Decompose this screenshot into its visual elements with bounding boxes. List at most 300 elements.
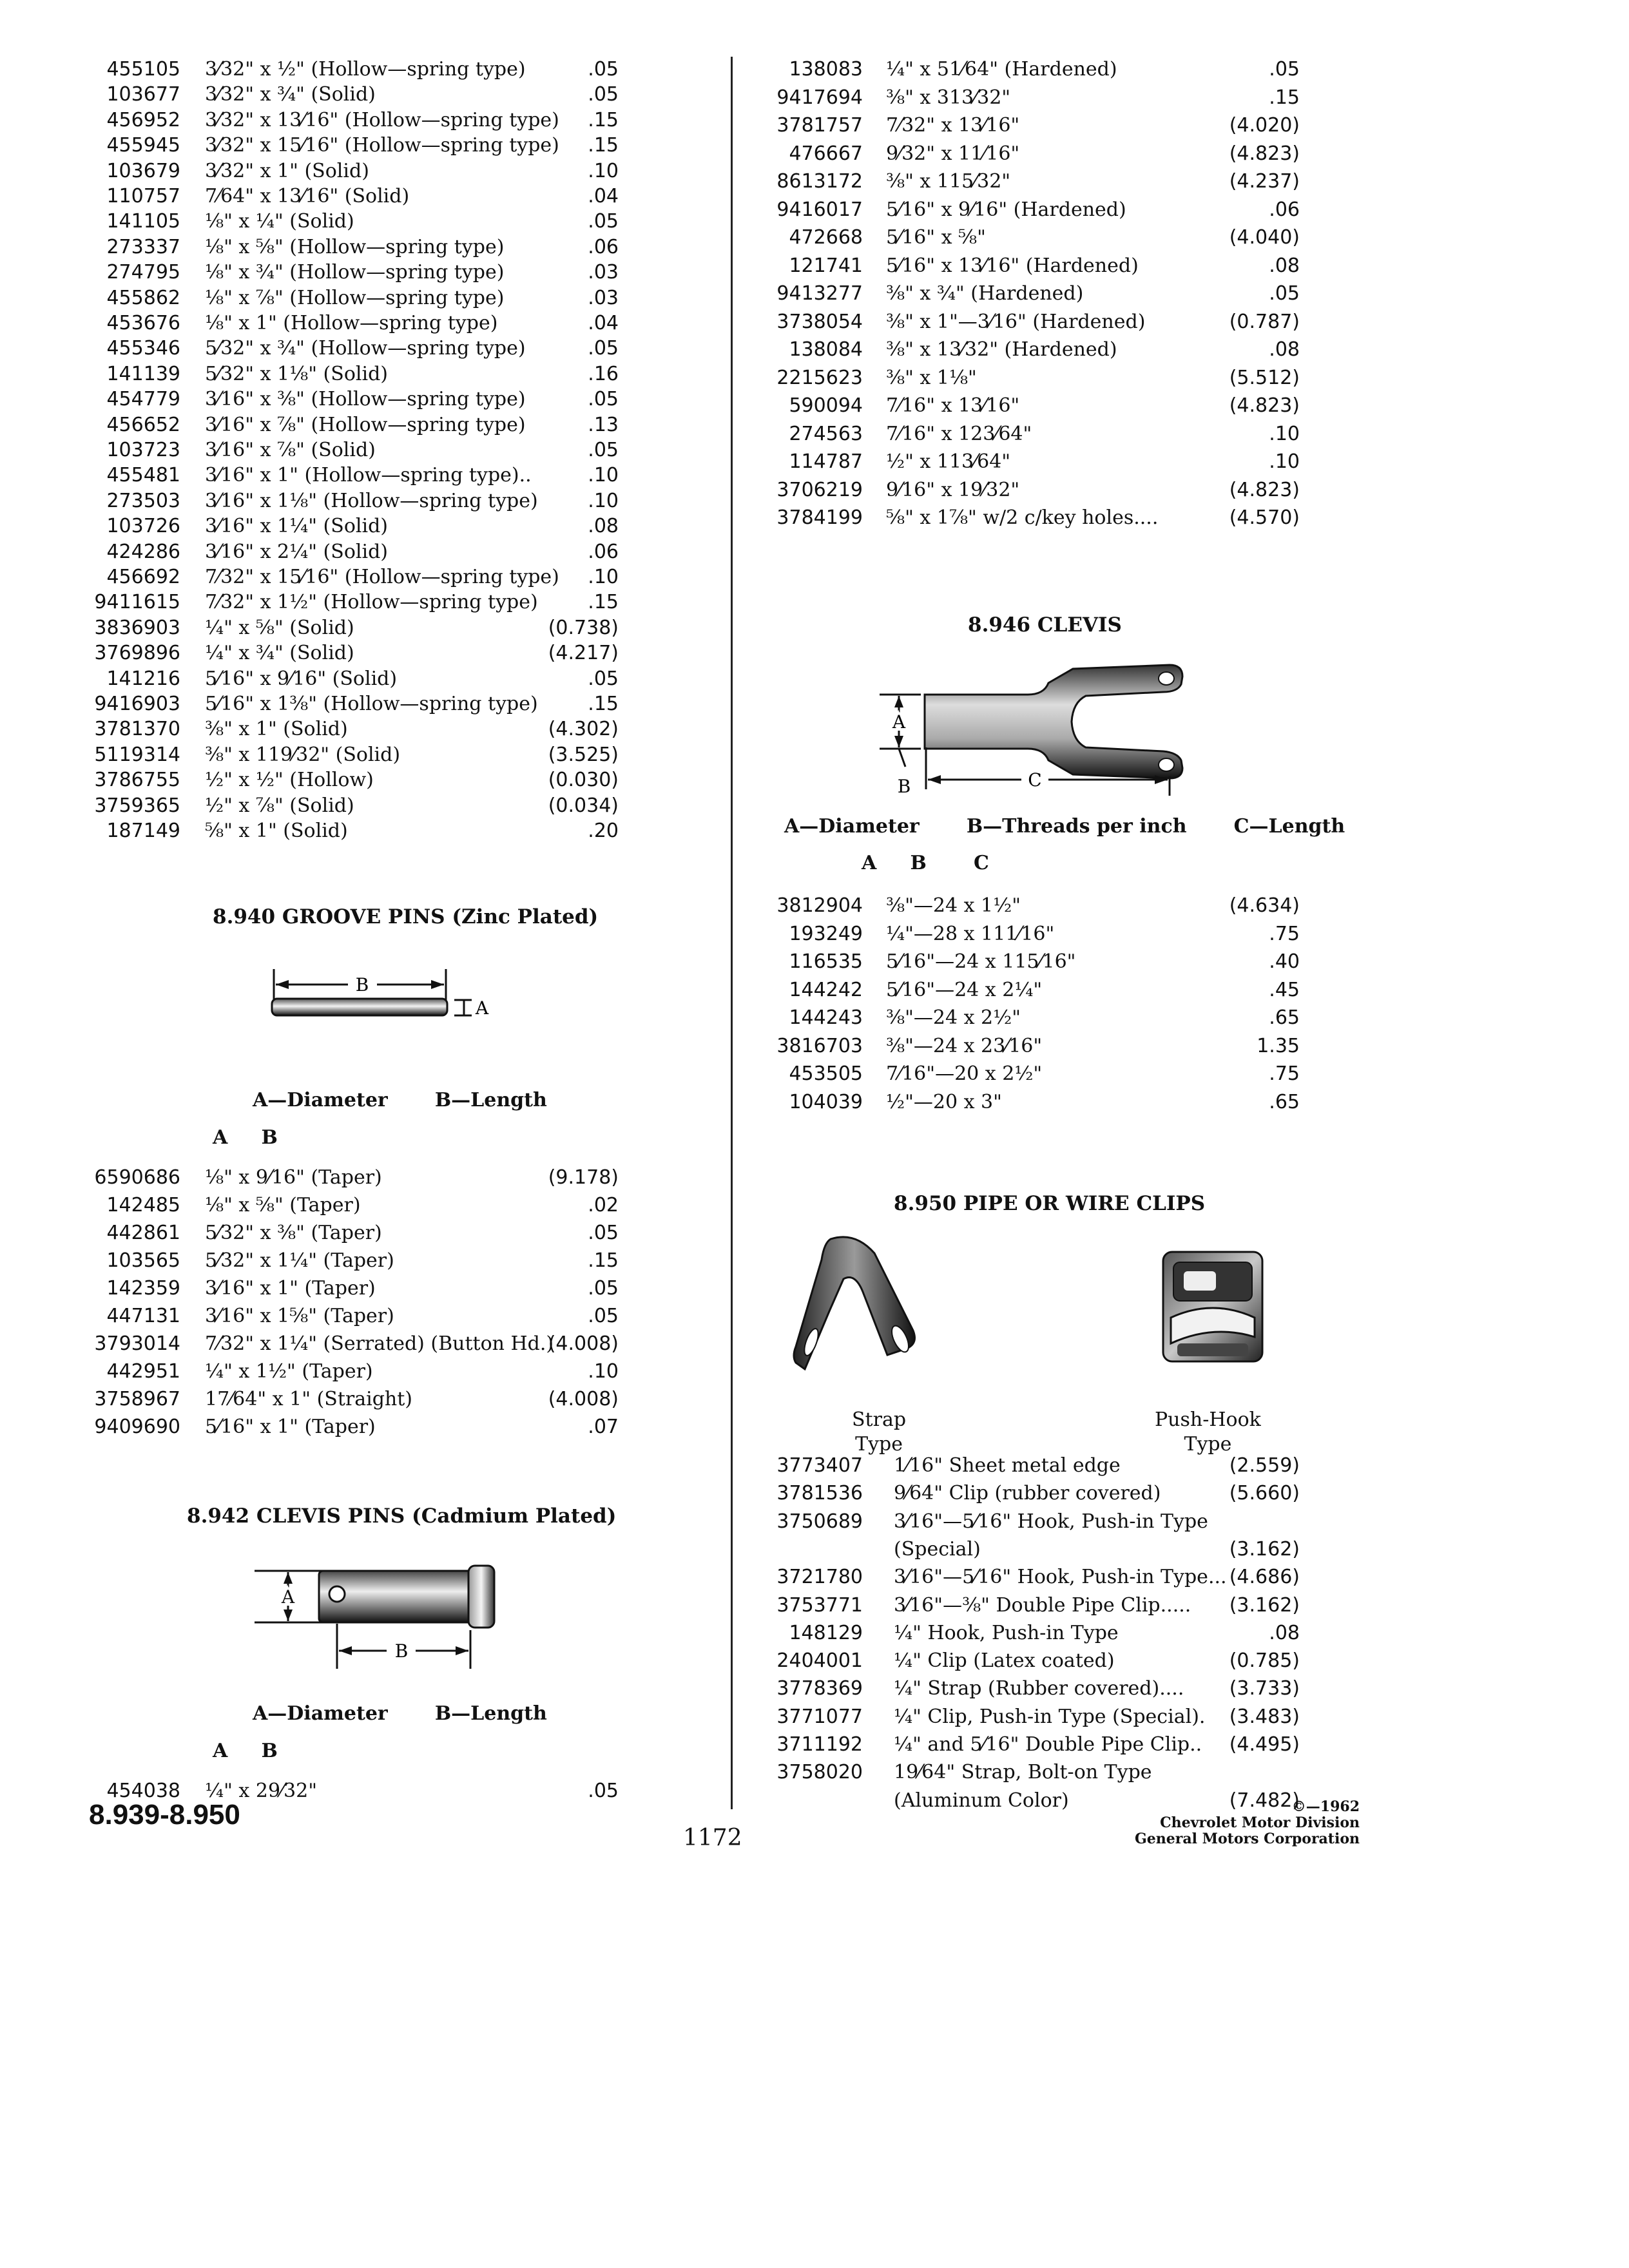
part-description: (Aluminum Color) xyxy=(894,1789,1069,1812)
part-price: .05 xyxy=(588,667,619,690)
part-description: 7⁄16" x 13⁄16" xyxy=(886,394,1020,417)
part-number: 5119314 xyxy=(94,743,180,766)
page-number: 1172 xyxy=(683,1825,742,1851)
parts-row xyxy=(90,133,619,159)
clip-row xyxy=(752,1648,1300,1674)
part-number: 590094 xyxy=(789,394,863,417)
part-description: 5⁄16" x ⅝" xyxy=(886,226,986,249)
groove-dim-a: A xyxy=(475,997,489,1019)
part-description: 9⁄64" Clip (rubber covered) xyxy=(894,1482,1161,1505)
parts-row xyxy=(752,85,1300,111)
part-price: (3.483) xyxy=(1229,1705,1300,1728)
parts-row xyxy=(90,488,619,514)
part-price: .75 xyxy=(1269,922,1300,945)
part-price: (3.162) xyxy=(1229,1537,1300,1561)
part-price: .05 xyxy=(588,1222,619,1244)
groove-pins-ab: A B xyxy=(213,1126,278,1149)
parts-row xyxy=(90,818,619,844)
part-number: 442861 xyxy=(106,1222,180,1244)
part-number: 3706219 xyxy=(776,478,863,501)
part-price: .40 xyxy=(1269,950,1300,973)
clevis-row xyxy=(752,921,1300,947)
groove-pin-row xyxy=(90,1276,619,1302)
clevis-pins-labels: A—Diameter B—Length xyxy=(253,1702,547,1725)
groove-pin-row xyxy=(90,1193,619,1218)
part-price: (0.787) xyxy=(1229,310,1300,333)
part-description: 9⁄16" x 19⁄32" xyxy=(886,478,1020,501)
part-number: 103723 xyxy=(106,439,180,461)
part-description: 7⁄32" x 15⁄16" (Hollow—spring type) xyxy=(205,566,559,588)
part-price: (3.162) xyxy=(1229,1593,1300,1617)
part-description: 9⁄32" x 11⁄16" xyxy=(886,142,1020,165)
clevis-row xyxy=(752,1005,1300,1031)
parts-row xyxy=(90,159,619,184)
push-hook-type-caption: Push-Hook Type xyxy=(1155,1408,1261,1456)
part-description: ⅝" x 1" (Solid) xyxy=(205,820,348,842)
part-description: 5⁄32" x ¾" (Hollow—spring type) xyxy=(205,337,526,360)
clip-row xyxy=(752,1509,1300,1535)
parts-row xyxy=(90,539,619,565)
part-price: (4.570) xyxy=(1229,506,1300,529)
part-number: 456952 xyxy=(106,108,180,131)
part-number: 138084 xyxy=(789,338,863,361)
clip-row xyxy=(752,1453,1300,1479)
groove-pin-row xyxy=(90,1387,619,1412)
part-description: ⅛" x ¼" (Solid) xyxy=(205,210,354,233)
part-description: ¼" Hook, Push-in Type xyxy=(894,1621,1119,1644)
part-description: 3⁄32" x 15⁄16" (Hollow—spring type) xyxy=(205,134,559,157)
part-description: 5⁄32" x 1⅛" (Solid) xyxy=(205,362,388,385)
part-description: 5⁄16" x 1" (Taper) xyxy=(205,1416,376,1438)
parts-row xyxy=(752,337,1300,363)
clevis-dim-c: C xyxy=(1028,769,1042,791)
groove-pins-title: 8.940 GROOVE PINS (Zinc Plated) xyxy=(213,905,599,928)
part-price: .08 xyxy=(1269,1621,1300,1644)
part-price: (4.008) xyxy=(548,1332,619,1355)
part-description: 7⁄32" x 1¼" (Serrated) (Button Hd.) xyxy=(205,1332,554,1355)
parts-row xyxy=(90,716,619,742)
part-price: (4.634) xyxy=(1229,894,1300,917)
part-price: (4.823) xyxy=(1229,142,1300,165)
strap-clip-image xyxy=(791,1234,920,1376)
clevis-pins-title: 8.942 CLEVIS PINS (Cadmium Plated) xyxy=(187,1504,617,1528)
part-number: 273503 xyxy=(106,489,180,512)
part-price: .15 xyxy=(588,1249,619,1272)
part-description: ⅝" x 1⅞" w/2 c/key holes.... xyxy=(886,506,1159,529)
part-price: (4.217) xyxy=(548,642,619,665)
part-price: .10 xyxy=(588,566,619,588)
part-price: (0.738) xyxy=(548,616,619,639)
parts-row xyxy=(90,209,619,235)
part-number: 8613172 xyxy=(776,170,863,193)
parts-row xyxy=(90,412,619,438)
parts-row xyxy=(752,141,1300,167)
part-number: 121741 xyxy=(789,254,863,277)
part-number: 6590686 xyxy=(94,1166,180,1189)
part-number: 116535 xyxy=(789,950,863,973)
groove-pin-row xyxy=(90,1414,619,1440)
part-description: 5⁄16" x 9⁄16" (Solid) xyxy=(205,667,398,690)
parts-row xyxy=(752,449,1300,475)
part-number: 187149 xyxy=(106,820,180,842)
part-description: ⅜" x 119⁄32" (Solid) xyxy=(205,743,401,766)
part-number: 274795 xyxy=(106,261,180,284)
parts-row xyxy=(90,615,619,641)
part-number: 3781370 xyxy=(94,718,180,741)
part-price: .15 xyxy=(1269,86,1300,109)
parts-row xyxy=(90,463,619,488)
part-description: ⅜" x 1" (Solid) xyxy=(205,718,348,741)
part-description: ⅛" x ¾" (Hollow—spring type) xyxy=(205,261,505,284)
part-number: 274563 xyxy=(789,422,863,445)
part-description: ¼"—28 x 111⁄16" xyxy=(886,922,1055,945)
part-description: 5⁄16" x 13⁄16" (Hardened) xyxy=(886,254,1139,277)
part-price: 1.35 xyxy=(1257,1034,1300,1057)
part-price: .04 xyxy=(588,185,619,207)
parts-row xyxy=(90,57,619,82)
clip-row xyxy=(752,1760,1300,1785)
clevis-labels: A—Diameter B—Threads per inch C—Length xyxy=(784,815,1345,838)
clevis-row xyxy=(752,1033,1300,1059)
part-number: 3711192 xyxy=(776,1733,863,1756)
part-price: .08 xyxy=(588,515,619,538)
clevis-row xyxy=(752,1090,1300,1115)
part-number: 3773407 xyxy=(776,1454,863,1477)
part-description: ¼" x 1½" (Taper) xyxy=(205,1360,373,1383)
part-price: (4.020) xyxy=(1229,114,1300,137)
part-number: 3778369 xyxy=(776,1677,863,1700)
part-description: ¼" and 5⁄16" Double Pipe Clip.. xyxy=(894,1733,1202,1756)
part-number: 103679 xyxy=(106,159,180,182)
part-number: 3781757 xyxy=(776,114,863,137)
part-number: 103565 xyxy=(106,1249,180,1272)
part-description: 3⁄16"—5⁄16" Hook, Push-in Type xyxy=(894,1510,1208,1533)
parts-row xyxy=(752,393,1300,419)
part-price: .02 xyxy=(588,1194,619,1216)
part-description: 7⁄16"—20 x 2½" xyxy=(886,1062,1043,1085)
part-description: 7⁄16" x 123⁄64" xyxy=(886,422,1032,445)
part-price: .16 xyxy=(588,362,619,385)
part-price: .06 xyxy=(1269,198,1300,221)
part-description: ⅜" x 115⁄32" xyxy=(886,170,1011,193)
strap-type-caption: Strap Type xyxy=(852,1408,907,1456)
part-price: (3.525) xyxy=(548,743,619,766)
clevis-dim-a: A xyxy=(892,711,906,733)
part-number: 3781536 xyxy=(776,1482,863,1505)
part-number: 3758967 xyxy=(94,1388,180,1410)
part-description: ⅜"—24 x 1½" xyxy=(886,894,1021,917)
part-description: ⅜" x 1⅛" xyxy=(886,366,977,389)
part-description: 3⁄32" x ½" (Hollow—spring type) xyxy=(205,58,526,81)
part-price: (4.008) xyxy=(548,1388,619,1410)
part-price: .07 xyxy=(588,1416,619,1438)
part-price: .08 xyxy=(1269,338,1300,361)
part-price: .05 xyxy=(588,1305,619,1327)
part-number: 476667 xyxy=(789,142,863,165)
part-price: (0.030) xyxy=(548,769,619,792)
part-description: ¼" x ⅝" (Solid) xyxy=(205,616,354,639)
part-price: (9.178) xyxy=(548,1166,619,1189)
clip-row xyxy=(752,1704,1300,1730)
groove-dim-b: B xyxy=(355,974,369,995)
part-description: 5⁄16"—24 x 2¼" xyxy=(886,978,1043,1001)
part-number: 9417694 xyxy=(776,86,863,109)
part-number: 273337 xyxy=(106,235,180,258)
part-price: .05 xyxy=(1269,58,1300,81)
division: Chevrolet Motor Division xyxy=(1160,1814,1360,1831)
groove-pin-row xyxy=(90,1220,619,1246)
part-description: 3⁄16" x 1⅝" (Taper) xyxy=(205,1305,394,1327)
part-number: 110757 xyxy=(106,185,180,207)
part-price: (7.482) xyxy=(1229,1789,1300,1812)
parts-row xyxy=(90,767,619,793)
parts-row xyxy=(90,437,619,463)
part-number: 141105 xyxy=(106,210,180,233)
part-price: (5.660) xyxy=(1229,1482,1300,1505)
part-price: .10 xyxy=(588,159,619,182)
part-number: 455105 xyxy=(106,58,180,81)
parts-row xyxy=(752,253,1300,279)
part-number: 9411615 xyxy=(94,591,180,614)
part-number: 193249 xyxy=(789,922,863,945)
part-number: 3812904 xyxy=(776,894,863,917)
parts-row xyxy=(752,505,1300,531)
clevis-row xyxy=(752,1061,1300,1087)
part-number: 148129 xyxy=(789,1621,863,1644)
clevis-abc: A B C xyxy=(862,852,989,874)
part-description: ⅛" x 9⁄16" (Taper) xyxy=(205,1166,382,1189)
part-description: 1⁄16" Sheet metal edge xyxy=(894,1454,1121,1477)
part-description: ¼" x ¾" (Solid) xyxy=(205,642,354,665)
part-description: 3⁄16" x 2¼" (Solid) xyxy=(205,540,388,563)
part-price: .75 xyxy=(1269,1062,1300,1085)
part-description: 7⁄64" x 13⁄16" (Solid) xyxy=(205,185,410,207)
publisher-credit xyxy=(1135,1799,1360,1847)
clips-title: 8.950 PIPE OR WIRE CLIPS xyxy=(894,1192,1206,1215)
part-description: 3⁄16"—5⁄16" Hook, Push-in Type... xyxy=(894,1566,1227,1589)
part-description: 3⁄32" x 1" (Solid) xyxy=(205,159,369,182)
part-number: 3786755 xyxy=(94,769,180,792)
part-description: 3⁄16"—⅜" Double Pipe Clip..... xyxy=(894,1593,1191,1617)
parts-row xyxy=(90,260,619,285)
part-number: 456652 xyxy=(106,413,180,436)
part-price: (4.686) xyxy=(1229,1566,1300,1589)
part-price: .05 xyxy=(588,337,619,360)
part-description: 3⁄16" x ⅞" (Hollow—spring type) xyxy=(205,413,526,436)
part-description: ¼" Clip (Latex coated) xyxy=(894,1649,1115,1673)
parts-row xyxy=(90,235,619,260)
part-number: 2215623 xyxy=(776,366,863,389)
part-price: .05 xyxy=(588,1277,619,1300)
clevis-row xyxy=(752,977,1300,1003)
part-price: .15 xyxy=(588,108,619,131)
parts-row xyxy=(90,793,619,819)
part-price: (0.034) xyxy=(548,794,619,817)
part-number: 3759365 xyxy=(94,794,180,817)
part-number: 9416903 xyxy=(94,693,180,715)
clip-row xyxy=(752,1537,1300,1562)
part-description: ⅛" x ⅝" (Hollow—spring type) xyxy=(205,235,505,258)
part-description: 17⁄64" x 1" (Straight) xyxy=(205,1388,412,1410)
part-number: 141139 xyxy=(106,362,180,385)
parts-row xyxy=(90,108,619,133)
groove-pin-row xyxy=(90,1248,619,1274)
part-price: (4.302) xyxy=(548,718,619,741)
part-price: .10 xyxy=(588,464,619,487)
groove-pin-row xyxy=(90,1331,619,1357)
part-price: .06 xyxy=(588,235,619,258)
left-column xyxy=(0,0,731,2268)
part-description: ⅜" x ¾" (Hardened) xyxy=(886,282,1084,305)
part-description: ¼" Clip, Push-in Type (Special). xyxy=(894,1705,1206,1728)
parts-row xyxy=(90,691,619,717)
part-number: 9409690 xyxy=(94,1416,180,1438)
part-number: 3758020 xyxy=(776,1761,863,1784)
part-description: ½" x 113⁄64" xyxy=(886,450,1011,473)
clip-row xyxy=(752,1593,1300,1619)
clevis-diagram xyxy=(880,651,1189,799)
part-price: .05 xyxy=(1269,282,1300,305)
part-price: .03 xyxy=(588,261,619,284)
parts-row xyxy=(752,197,1300,223)
part-description: ⅜" x 1"—3⁄16" (Hardened) xyxy=(886,310,1146,333)
parts-row xyxy=(752,169,1300,195)
part-price: .05 xyxy=(588,439,619,461)
part-number: 472668 xyxy=(789,226,863,249)
clevis-pin-dim-b: B xyxy=(394,1640,409,1662)
part-price: .05 xyxy=(588,58,619,81)
copyright: ©—1962 xyxy=(1291,1798,1360,1815)
part-description: 7⁄32" x 1½" (Hollow—spring type) xyxy=(205,591,538,614)
part-description: 5⁄16" x 9⁄16" (Hardened) xyxy=(886,198,1126,221)
part-number: 144243 xyxy=(789,1006,863,1029)
clip-row xyxy=(752,1676,1300,1702)
part-description: (Special) xyxy=(894,1537,981,1561)
part-price: .08 xyxy=(1269,254,1300,277)
part-description: ¼" x 29⁄32" xyxy=(205,1780,318,1802)
part-number: 142485 xyxy=(106,1194,180,1216)
part-description: 3⁄16" x 1⅛" (Hollow—spring type) xyxy=(205,489,538,512)
part-number: 454779 xyxy=(106,388,180,411)
part-price: .10 xyxy=(1269,422,1300,445)
part-price: (2.559) xyxy=(1229,1454,1300,1477)
part-number: 142359 xyxy=(106,1277,180,1300)
part-price: .13 xyxy=(588,413,619,436)
part-number: 3738054 xyxy=(776,310,863,333)
part-price: .03 xyxy=(588,286,619,309)
part-description: 19⁄64" Strap, Bolt-on Type xyxy=(894,1761,1152,1784)
part-number: 3750689 xyxy=(776,1510,863,1533)
parts-row xyxy=(752,365,1300,391)
part-description: 5⁄32" x 1¼" (Taper) xyxy=(205,1249,394,1272)
groove-pin-row xyxy=(90,1303,619,1329)
part-price: (3.733) xyxy=(1229,1677,1300,1700)
part-number: 3753771 xyxy=(776,1593,863,1617)
parts-row xyxy=(752,57,1300,82)
part-description: 3⁄16" x 1" (Hollow—spring type).. xyxy=(205,464,532,487)
part-description: ½"—20 x 3" xyxy=(886,1090,1002,1113)
part-price: .15 xyxy=(588,693,619,715)
part-price: .10 xyxy=(1269,450,1300,473)
groove-pins-labels: A—Diameter B—Length xyxy=(253,1089,547,1111)
part-price: .05 xyxy=(588,83,619,106)
part-description: 3⁄32" x 13⁄16" (Hollow—spring type) xyxy=(205,108,559,131)
part-description: 3⁄16" x 1" (Taper) xyxy=(205,1277,376,1300)
part-number: 114787 xyxy=(789,450,863,473)
part-number: 2404001 xyxy=(776,1649,863,1673)
parts-row xyxy=(90,590,619,615)
part-price: .06 xyxy=(588,540,619,563)
part-description: 3⁄16" x ⅜" (Hollow—spring type) xyxy=(205,388,526,411)
part-number: 424286 xyxy=(106,540,180,563)
parts-row xyxy=(90,666,619,692)
part-description: 7⁄32" x 13⁄16" xyxy=(886,114,1020,137)
parts-row xyxy=(90,742,619,768)
parts-row xyxy=(90,514,619,539)
clevis-title: 8.946 CLEVIS xyxy=(968,613,1122,637)
parts-row xyxy=(90,336,619,361)
parts-row xyxy=(752,421,1300,447)
clip-row xyxy=(752,1564,1300,1590)
parts-row xyxy=(90,285,619,311)
part-number: 456692 xyxy=(106,566,180,588)
part-description: 5⁄16"—24 x 115⁄16" xyxy=(886,950,1076,973)
clip-row xyxy=(752,1620,1300,1646)
part-number: 3784199 xyxy=(776,506,863,529)
part-price: .65 xyxy=(1269,1006,1300,1029)
part-price: .05 xyxy=(588,1780,619,1802)
part-price: (0.785) xyxy=(1229,1649,1300,1673)
parts-row xyxy=(90,184,619,209)
part-price: (4.040) xyxy=(1229,226,1300,249)
parts-row xyxy=(752,281,1300,307)
part-description: ½" x ½" (Hollow) xyxy=(205,769,374,792)
part-price: .04 xyxy=(588,312,619,334)
section-range: 8.939-8.950 xyxy=(89,1799,240,1831)
part-description: ⅜"—24 x 2½" xyxy=(886,1006,1021,1029)
part-description: 5⁄32" x ⅜" (Taper) xyxy=(205,1222,382,1244)
groove-pin-row xyxy=(90,1359,619,1385)
part-description: 5⁄16" x 1⅜" (Hollow—spring type) xyxy=(205,693,538,715)
part-price: (4.823) xyxy=(1229,478,1300,501)
part-price: .10 xyxy=(588,489,619,512)
part-number: 455346 xyxy=(106,337,180,360)
part-price: (4.495) xyxy=(1229,1733,1300,1756)
clevis-pin-dim-a: A xyxy=(281,1586,295,1608)
part-price: (4.237) xyxy=(1229,170,1300,193)
part-description: ⅛" x 1" (Hollow—spring type) xyxy=(205,312,498,334)
part-number: 3721780 xyxy=(776,1566,863,1589)
part-number: 453505 xyxy=(789,1062,863,1085)
parts-row xyxy=(90,82,619,108)
part-number: 455862 xyxy=(106,286,180,309)
part-price: .45 xyxy=(1269,978,1300,1001)
part-number: 9416017 xyxy=(776,198,863,221)
part-description: 3⁄16" x ⅞" (Solid) xyxy=(205,439,376,461)
part-number: 141216 xyxy=(106,667,180,690)
part-number: 453676 xyxy=(106,312,180,334)
clevis-row xyxy=(752,893,1300,919)
part-description: ⅜" x 13⁄32" (Hardened) xyxy=(886,338,1117,361)
part-description: ¼" Strap (Rubber covered).... xyxy=(894,1677,1184,1700)
part-number: 3769896 xyxy=(94,642,180,665)
clevis-dim-b: B xyxy=(897,776,911,797)
part-price: (5.512) xyxy=(1229,366,1300,389)
groove-pin-diagram xyxy=(258,966,516,1044)
part-number: 3771077 xyxy=(776,1705,863,1728)
part-price: .15 xyxy=(588,591,619,614)
part-number: 103726 xyxy=(106,515,180,538)
